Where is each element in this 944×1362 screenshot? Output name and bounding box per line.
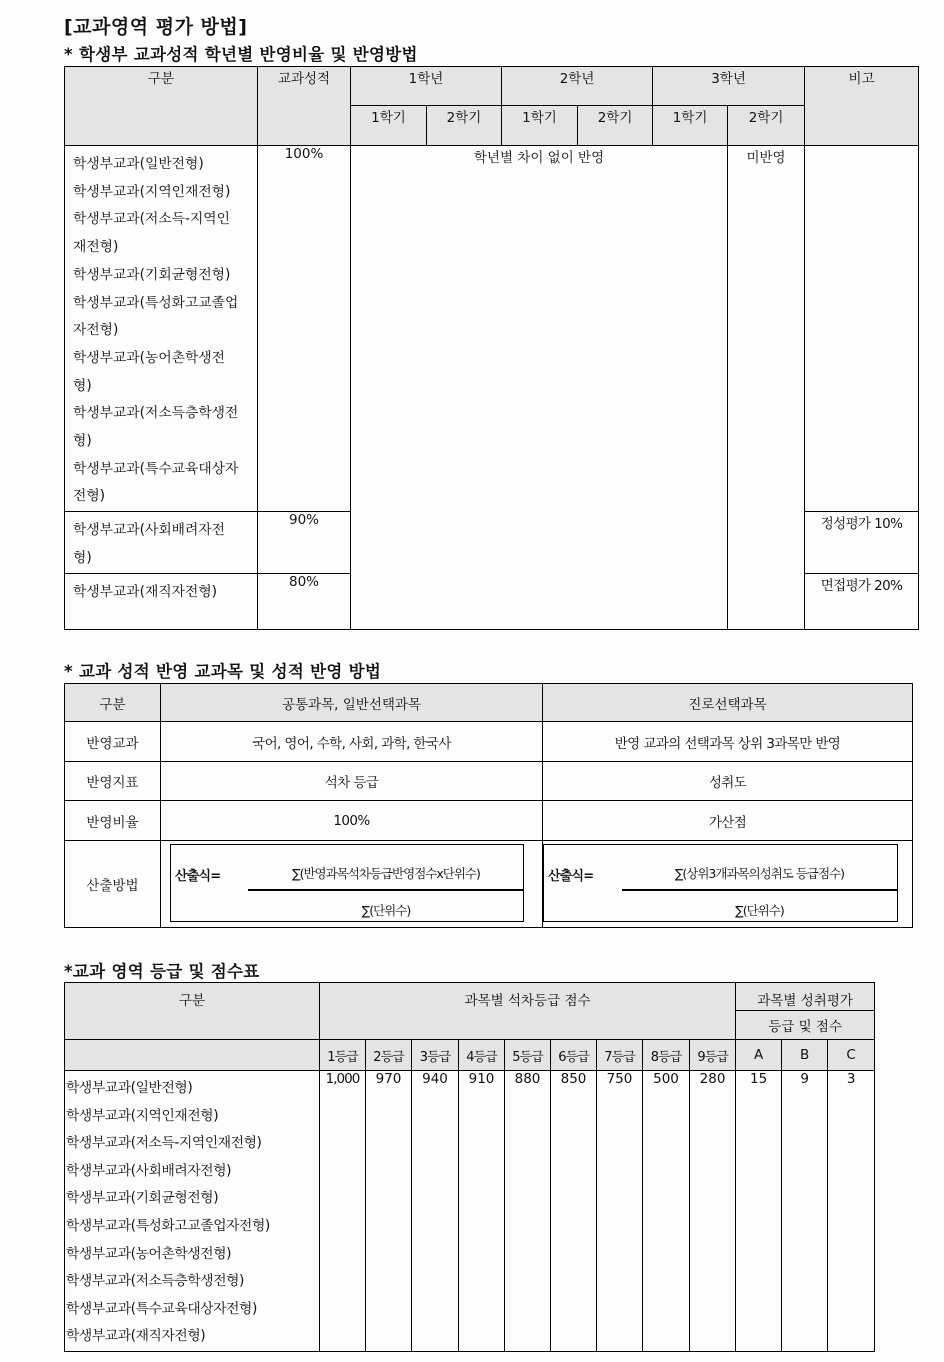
header-year1: 1학년: [351, 67, 502, 106]
header-category: 구분: [65, 983, 320, 1040]
header-grade-1: 1등급: [320, 1040, 366, 1071]
category-list: [65, 573, 258, 629]
category-item: 형): [73, 433, 92, 450]
category-item: 학생부교과(특수교육대상자전형): [66, 1300, 257, 1317]
achievement-score-c: 3: [828, 1071, 875, 1352]
category-item: 학생부교과(기회균형전형): [66, 1190, 219, 1207]
table-row: [65, 722, 913, 762]
grade-score-table: [64, 982, 875, 1352]
category-item: 형): [73, 377, 92, 394]
achievement-score-a: 15: [736, 1071, 782, 1352]
ratio-value: 80%: [258, 573, 351, 629]
subject-method-table: [64, 683, 913, 928]
category-item: 학생부교과(사회배려자전형): [66, 1162, 232, 1179]
category-item: 학생부교과(특성화고교졸업: [73, 294, 239, 311]
category-item: 자전형): [73, 322, 119, 339]
header-general-subjects: 공통과목, 일반선택과목: [161, 684, 543, 722]
header-y3-s2: 2학기: [728, 106, 805, 146]
semester-reflection: 학년별 차이 없이 반영: [351, 146, 728, 630]
formula-numerator: ∑(상위3개과목의성취도 등급점수): [674, 866, 845, 881]
header-category: 구분: [65, 684, 161, 722]
header-grade-2: 2등급: [366, 1040, 412, 1071]
formula-denominator: ∑(단위수): [735, 903, 784, 918]
header-y2-s1: 1학기: [502, 106, 578, 146]
fraction-bar: [622, 889, 897, 891]
header-grade-6: 6등급: [551, 1040, 597, 1071]
header-achievement-c: C: [828, 1040, 875, 1071]
career-value: 가산점: [543, 801, 913, 841]
career-value: 성취도: [543, 762, 913, 801]
general-value: 국어, 영어, 수학, 사회, 과학, 한국사: [161, 722, 543, 762]
section1-heading: * 학생부 교과성적 학년별 반영비율 및 반영방법: [64, 45, 418, 64]
category-item: 학생부교과(저소득층학생전: [73, 405, 239, 422]
table-row: [65, 1071, 875, 1352]
row-label: 산출방법: [65, 841, 161, 928]
header-grade-score: 교과성적: [258, 67, 351, 146]
category-item: 재전형): [73, 239, 119, 256]
row-label: 반영비율: [65, 801, 161, 841]
section2-heading: * 교과 성적 반영 교과목 및 성적 반영 방법: [64, 662, 382, 681]
row-label: 반영지표: [65, 762, 161, 801]
general-formula-cell: [161, 841, 543, 928]
grade-score-4: 910: [459, 1071, 505, 1352]
category-item: 전형): [73, 488, 106, 505]
category-item: 학생부교과(특수교육대상자: [73, 460, 239, 477]
career-formula-cell: [543, 841, 913, 928]
formula-prefix: 산출식=: [175, 869, 221, 884]
header-achievement-a: A: [736, 1040, 782, 1071]
category-item: 학생부교과(사회배려자전: [73, 522, 225, 539]
general-value: 100%: [161, 801, 543, 841]
page-title: [교과영역 평가 방법]: [64, 16, 248, 38]
table-row: [65, 841, 913, 928]
last-semester-status: 미반영: [728, 146, 805, 630]
header-achievement-line1: 과목별 성취평가: [736, 983, 875, 1011]
header-year2: 2학년: [502, 67, 653, 106]
general-value: 석차 등급: [161, 762, 543, 801]
category-list: [65, 512, 258, 573]
row-label: 반영교과: [65, 722, 161, 762]
category-item: 학생부교과(일반전형): [66, 1080, 193, 1096]
header-grade-3: 3등급: [412, 1040, 459, 1071]
category-item: 학생부교과(지역인재전형): [66, 1107, 219, 1124]
grade-score-5: 880: [505, 1071, 551, 1352]
reflection-ratio-table: [64, 66, 919, 630]
grade-score-2: 970: [366, 1071, 412, 1352]
category-item: 학생부교과(저소득-지역인재전형): [66, 1135, 262, 1152]
header-grade-5: 5등급: [505, 1040, 551, 1071]
table-row: [65, 762, 913, 801]
grade-score-7: 750: [597, 1071, 643, 1352]
career-formula: [543, 844, 898, 922]
category-item: 학생부교과(특성화고교졸업자전형): [66, 1217, 270, 1234]
header-career-subjects: 진로선택과목: [543, 684, 913, 722]
header-grade-8: 8등급: [643, 1040, 690, 1071]
note-value: [805, 146, 919, 512]
header-grade-7: 7등급: [597, 1040, 643, 1071]
note-value: 정성평가 10%: [805, 512, 919, 573]
category-list: [65, 1071, 320, 1352]
category-item: 학생부교과(일반전형): [73, 156, 204, 172]
grade-score-1: 1,000: [320, 1071, 366, 1352]
header-rank-scores: 과목별 석차등급 점수: [320, 983, 736, 1040]
header-grade-9: 9등급: [690, 1040, 736, 1071]
header-y3-s1: 1학기: [653, 106, 728, 146]
category-item: 학생부교과(농어촌학생전: [73, 349, 225, 366]
category-list: [65, 146, 258, 512]
header-category: 구분: [65, 67, 258, 146]
formula-numerator: ∑(반영과목석차등급반영점수x단위수): [292, 866, 480, 881]
note-value: 면접평가 20%: [805, 573, 919, 629]
formula-denominator: ∑(단위수): [361, 903, 411, 918]
section3-heading: *교과 영역 등급 및 점수표: [64, 962, 260, 981]
grade-score-9: 280: [690, 1071, 736, 1352]
grade-score-6: 850: [551, 1071, 597, 1352]
career-value: 반영 교과의 선택과목 상위 3과목만 반영: [543, 722, 913, 762]
category-item: 학생부교과(지역인재전형): [73, 183, 231, 200]
formula-prefix: 산출식=: [548, 869, 594, 884]
fraction-bar: [248, 889, 523, 891]
category-item: 학생부교과(저소득층학생전형): [66, 1273, 245, 1290]
grade-score-3: 940: [412, 1071, 459, 1352]
header-achievement-line2: 등급 및 점수: [736, 1011, 875, 1040]
category-item: 학생부교과(기회균형전형): [73, 266, 231, 283]
table-row: [65, 146, 919, 512]
category-item: 학생부교과(농어촌학생전형): [66, 1245, 232, 1262]
general-formula: [170, 844, 524, 922]
header-achievement-b: B: [782, 1040, 828, 1071]
header-note: 비고: [805, 67, 919, 146]
header-y2-s2: 2학기: [578, 106, 653, 146]
header-grade-4: 4등급: [459, 1040, 505, 1071]
header-y1-s1: 1학기: [351, 106, 427, 146]
grade-score-8: 500: [643, 1071, 690, 1352]
achievement-score-b: 9: [782, 1071, 828, 1352]
category-item: 학생부교과(저소득-지역인: [73, 211, 230, 228]
header-year3: 3학년: [653, 67, 805, 106]
category-item: 학생부교과(재직자전형): [73, 583, 218, 600]
header-y1-s2: 2학기: [427, 106, 502, 146]
category-item: 형): [73, 549, 92, 566]
header-blank: [65, 1040, 320, 1071]
table-row: [65, 801, 913, 841]
category-item: 학생부교과(재직자전형): [66, 1328, 206, 1345]
ratio-value: 100%: [258, 146, 351, 512]
ratio-value: 90%: [258, 512, 351, 573]
